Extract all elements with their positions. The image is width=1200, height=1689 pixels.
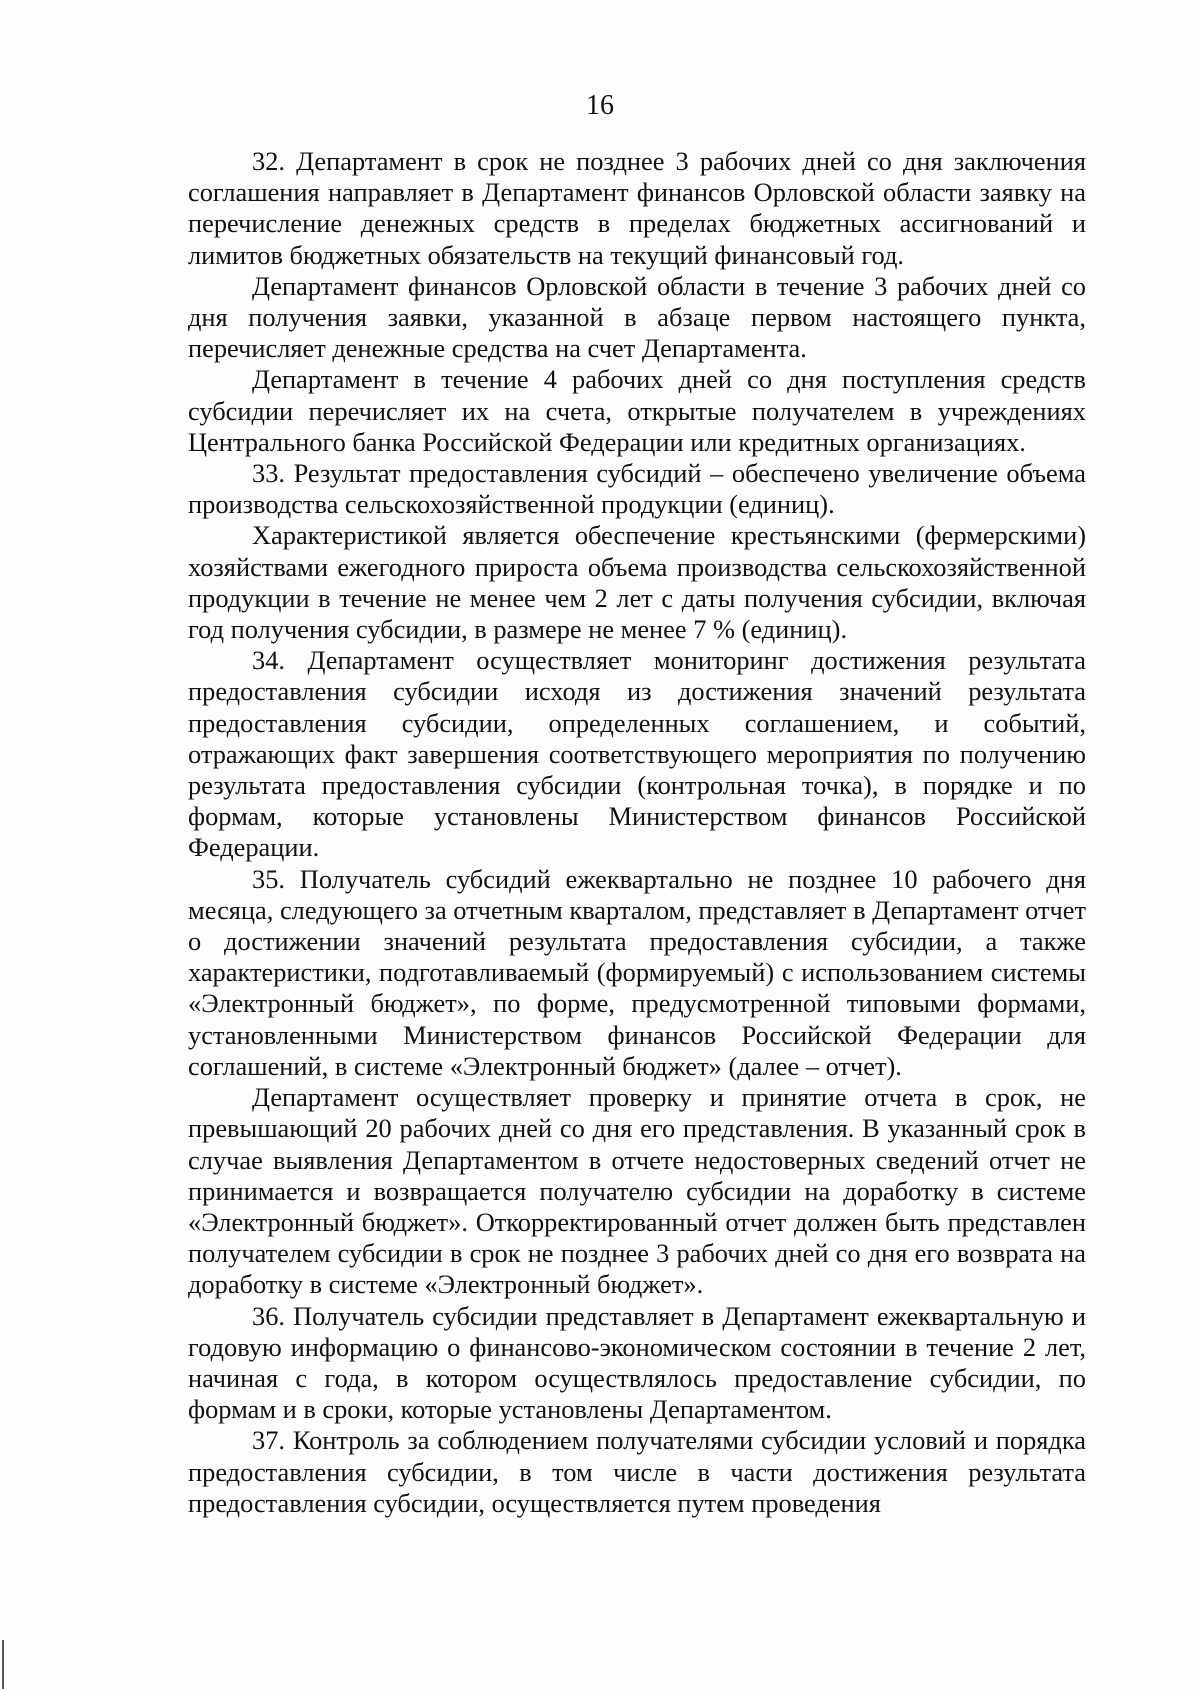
paragraph-32-finance-department: Департамент финансов Орловской области в течение 3 рабочих дней со дня получения заявки, указанной в абзаце первом настоящего пункта, перечисляет денежные средства на счет Департамента. <box>188 270 1086 364</box>
scan-edge-mark <box>2 1640 4 1689</box>
document-body <box>188 146 1086 1519</box>
paragraph-32-transfer: Департамент в течение 4 рабочих дней со дня поступления средств субсидии перечисляет их на счета, открытые получателем в учреждениях Центрального банка Российской Федерации или кредитных организациях. <box>188 364 1086 457</box>
paragraph-34: 34. Департамент осуществляет мониторинг достижения результата предоставления субсидии исходя из достижения значений результата предоставления субсидии, определенных соглашением, и событий, отражающих факт завершения соответствующего мероприятия по получению результата предоставления субсидии (контрольная точка), в порядке и по формам, которые установлены Министерством финансов Российской Федерации. <box>188 645 1086 863</box>
paragraph-33-characteristic: Характеристикой является обеспечение крестьянскими (фермерскими) хозяйствами ежегодного прироста объема производства сельскохозяйственной продукции в течение не менее чем 2 лет с даты получения субсидии, включая год получения субсидии, в размере не менее 7 % (единиц). <box>188 520 1086 645</box>
paragraph-35: 35. Получатель субсидий ежеквартально не позднее 10 рабочего дня месяца, следующего за отчетным кварталом, представляет в Департамент отчет о достижении значений результата предоставления субсидии, а также характеристики, подготавливаемый (формируемый) с использованием системы «Электронный бюджет», по форме, предусмотренной типовыми формами, установленными Министерством финансов Российской Федерации для соглашений, в системе «Электронный бюджет» (далее – отчет). <box>188 863 1086 1081</box>
page-number: 16 <box>586 90 614 121</box>
paragraph-36: 36. Получатель субсидии представляет в Департамент ежеквартальную и годовую информацию о финансово-экономическом состоянии в течение 2 лет, начиная с года, в котором осуществлялось предоставление субсидии, по формам и в сроки, которые установлены Департаментом. <box>188 1300 1086 1425</box>
paragraph-37: 37. Контроль за соблюдением получателями субсидии условий и порядка предоставления субсидии, в том числе в части достижения результата предоставления субсидии, осуществляется путем проведения <box>188 1425 1086 1518</box>
paragraph-35-report-check: Департамент осуществляет проверку и принятие отчета в срок, не превышающий 20 рабочих дней со дня его представления. В указанный срок в случае выявления Департаментом в отчете недостоверных сведений отчет не принимается и возвращается получателю субсидии на доработку в системе «Электронный бюджет». Откорректированный отчет должен быть представлен получателем субсидии в срок не позднее 3 рабочих дней со дня его возврата на доработку в системе «Электронный бюджет». <box>188 1082 1086 1300</box>
paragraph-33: 33. Результат предоставления субсидий – обеспечено увеличение объема производства сельскохозяйственной продукции (единиц). <box>188 458 1086 520</box>
paragraph-32: 32. Департамент в срок не позднее 3 рабочих дней со дня заключения соглашения направляет в Департамент финансов Орловской области заявку на перечисление денежных средств в пределах бюджетных ассигнований и лимитов бюджетных обязательств на текущий финансовый год. <box>188 146 1086 270</box>
